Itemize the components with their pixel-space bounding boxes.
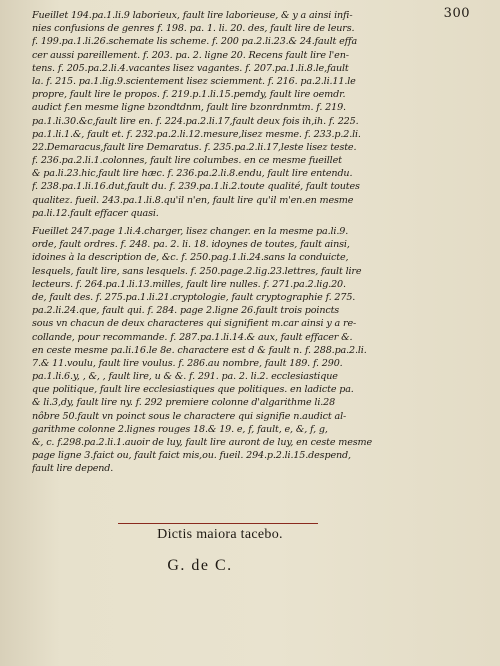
errata-line: 22.Demaracus,fault lire Demaratus. f. 235.pa.2.li.17,leste lisez teste.: [32, 141, 357, 153]
errata-line: fault lire depend.: [32, 463, 114, 475]
errata-line: audict f.en mesme ligne bzondtdnm, fault lire bzonrdnmtm. f. 219.: [32, 102, 346, 114]
errata-line: collande, pour recommande. f. 287.pa.1.li.14.& aux, fault effacer &.: [32, 331, 353, 343]
errata-line: Fueillet 194.pa.1.li.9 laborieux, fault lire laborieuse, & y a ainsi infi-: [32, 10, 353, 21]
errata-line: f. 236.pa.2.li.1.colonnes, fault lire columbes. en ce mesme fueillet: [32, 155, 342, 167]
errata-line: nies confusions de genres f. 198. pa. 1. li. 20. des, fault lire de leurs.: [32, 23, 355, 35]
errata-line: tens. f. 205.pa.2.li.4.vacantes lisez vagantes. f. 207.pa.1.li.8.le,fault: [32, 62, 349, 74]
errata-line: nôbre 50.fault vn poinct sous le charactere qui signifie n.audict al-: [32, 410, 347, 422]
errata-line: propre, fault lire le propos. f. 219.p.1.li.15.pemdy, fault lire oemdr.: [32, 89, 346, 101]
errata-line: pa.1.li.30.&c,fault lire en. f. 224.pa.2.li.17,fault deux fois ih,ih. f. 225.: [32, 115, 359, 127]
errata-line: qualitez. fueil. 243.pa.1.li.8.qu'il n'en, fault lire qu'il m'en.en mesme: [32, 194, 354, 206]
errata-line: orde, fault ordres. f. 248. pa. 2. li. 18. idoynes de toutes, fault ainsi,: [32, 239, 350, 251]
errata-line: la. f. 215. pa.1.lig.9.scientement lisez sciemment. f. 216. pa.2.li.11.le: [32, 75, 356, 87]
errata-line: f. 238.pa.1.li.16.dut,fault du. f. 239.pa.1.li.2.toute qualité, fault toutes: [32, 181, 360, 193]
errata-text: [32, 9, 464, 476]
motto: Dictis maiora tacebo.: [157, 527, 283, 542]
page-number: 300: [443, 6, 470, 21]
errata-line: que politique, fault lire ecclesiastiques que politiques. en ladicte pa.: [32, 384, 354, 396]
errata-line: idoines à la description de, &c. f. 250.pag.1.li.24.sans la conduicte,: [32, 252, 349, 264]
errata-line: pa.2.li.24.que, fault qui. f. 284. page 2.ligne 26.fault trois poincts: [32, 305, 340, 317]
errata-line: f. 199.pa.1.li.26.schemate lis scheme. f. 200 pa.2.li.23.& 24.fault effa: [32, 36, 358, 48]
errata-line: pa.1.li.6.y, , &, , fault lire, u & &. f. 291. pa. 2. li.2. ecclesiastique: [32, 371, 338, 383]
errata-paragraph-1: [32, 9, 464, 220]
errata-line: de, fault des. f. 275.pa.1.li.21.cryptologie, fault cryptographie f. 275.: [32, 291, 356, 303]
errata-paragraph-2: [32, 225, 464, 476]
errata-line: & li.3,dy, fault lire ny. f. 292 premiere colonne d'algarithme li.28: [32, 397, 336, 409]
errata-line: en ceste mesme pa.li.16.le 8e. charactere est d & fault n. f. 288.pa.2.li.: [32, 344, 367, 356]
errata-line: page ligne 3.faict ou, fault faict mis,ou. fueil. 294.p.2.li.15.despend,: [32, 450, 351, 462]
errata-line: 7.& 11.voulu, fault lire voulus. f. 286.au nombre, fault 189. f. 290.: [32, 357, 343, 369]
errata-line: pa.1.li.1.&, fault et. f. 232.pa.2.li.12.mesure,lisez mesme. f. 233.p.2.li.: [32, 128, 361, 140]
errata-line: Fueillet 247.page 1.li.4.charger, lisez changer. en la mesme pa.li.9.: [32, 226, 349, 237]
signature-initials: G. de C.: [167, 557, 233, 574]
errata-line: lecteurs. f. 264.pa.1.li.13.milles, fault lire nulles. f. 271.pa.2.lig.20.: [32, 278, 346, 290]
errata-line: garithme colonne 2.lignes rouges 18.& 19. e, f, fault, e, &, f, g,: [32, 423, 328, 435]
errata-line: cer aussi pareillement. f. 203. pa. 2. ligne 20. Recens fault lire l'en-: [32, 49, 349, 61]
errata-line: & pa.li.23.hic,fault lire hæc. f. 236.pa.2.li.8.endu, fault lire entendu.: [32, 168, 353, 180]
decorative-rule: [118, 523, 318, 524]
errata-line: pa.li.12.fault effacer quasi.: [32, 207, 159, 219]
errata-line: lesquels, fault lire, sans lesquels. f. 250.page.2.lig.23.lettres, fault lire: [32, 265, 362, 277]
errata-line: &, c. f.298.pa.2.li.1.auoir de luy, fault lire auront de luy, en ceste mesme: [32, 437, 372, 448]
errata-line: sous vn chacun de deux characteres qui signifient m.car ainsi y a re-: [32, 318, 357, 330]
